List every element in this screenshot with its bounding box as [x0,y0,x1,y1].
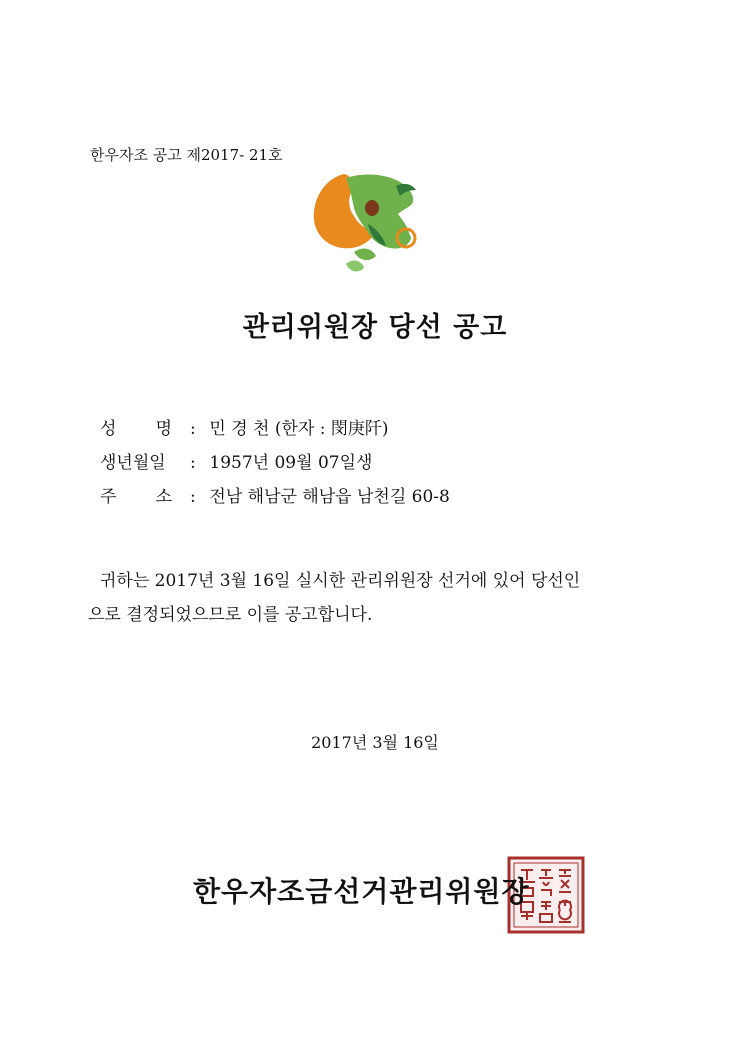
field-name-label: 성 명 [100,419,172,439]
announcement-body [88,564,658,632]
hanwoo-cow-logo-icon [306,168,426,280]
field-address-label: 주 소 [100,487,172,507]
announcement-line-1: 귀하는 2017년 3월 16일 실시한 관리위원장 선거에 있어 당선인 [100,571,581,591]
document-number: 한우자조 공고 제2017- 21호 [90,146,283,164]
field-birthdate [100,448,372,472]
field-address-colon: : [190,487,196,507]
field-name [100,414,389,438]
field-birthdate-label: 생년월일 [100,453,166,473]
issuer-name: 한우자조금선거관리위원장 [193,875,530,908]
announcement-line-2: 으로 결정되었으므로 이를 공고합니다. [88,605,373,625]
field-birthdate-value: 1957년 09월 07일생 [209,453,373,473]
field-name-value: 민 경 천 (한자 : 閔庚阡) [209,419,389,439]
document-title: 관리위원장 당선 공고 [242,312,508,343]
field-address [100,482,450,506]
field-birthdate-colon: : [190,453,196,473]
field-address-value: 전남 해남군 해남읍 남천길 60-8 [209,487,450,507]
field-name-colon: : [190,419,196,439]
issue-date: 2017년 3월 16일 [311,733,439,752]
